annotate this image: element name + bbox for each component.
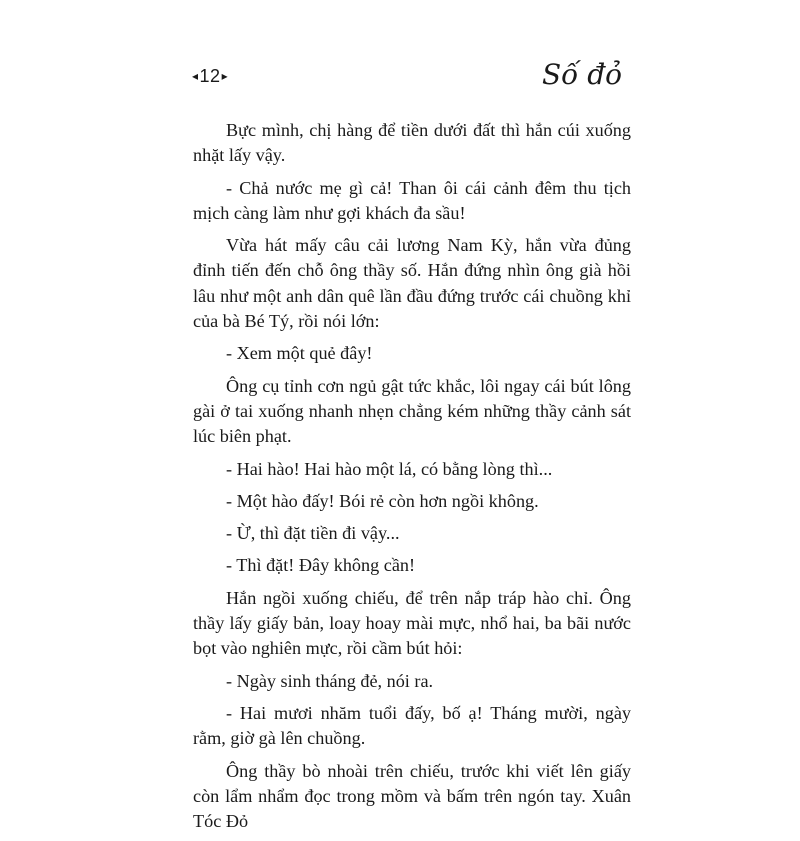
paragraph: Ông thầy bò nhoài trên chiếu, trước khi viết lên giấy còn lẩm nhẩm đọc trong mồm và bấm trên ngón tay. Xuân Tóc Đỏ xyxy=(193,760,631,832)
page-number xyxy=(192,66,228,87)
paragraph: Bực mình, chị hàng để tiền dưới đất thì hắn cúi xuống nhặt lấy vậy. xyxy=(193,120,631,166)
page-header xyxy=(192,58,622,98)
paragraph: - Hai mươi nhăm tuổi đấy, bố ạ! Tháng mười, ngày rằm, giờ gà lên chuồng. xyxy=(193,702,631,749)
paragraph: - Thì đặt! Đây không cần! xyxy=(226,555,416,576)
paragraph: - Một hào đấy! Bói rẻ còn hơn ngồi không. xyxy=(226,490,539,511)
right-ornament-icon: ▸ xyxy=(221,68,229,83)
page-number-value: 12 xyxy=(199,66,221,86)
left-ornament-icon: ◂ xyxy=(192,68,199,83)
running-title: Số đỏ xyxy=(542,58,622,91)
paragraph: - Hai hào! Hai hào một lá, có bằng lòng thì... xyxy=(226,458,553,479)
paragraph: - Ừ, thì đặt tiền đi vậy... xyxy=(226,523,400,544)
body-text xyxy=(193,118,631,841)
paragraph: - Chả nước mẹ gì cả! Than ôi cái cảnh đêm thu tịch mịch càng làm như gợi khách đa sầu! xyxy=(193,177,631,223)
paragraph: Hắn ngồi xuống chiếu, để trên nắp tráp hào chỉ. Ông thầy lấy giấy bản, loay hoay mài mực, nhổ hai, ba bãi nước bọt vào nghiên mực, rồi cầm bút hỏi: xyxy=(193,587,631,659)
paragraph: - Ngày sinh tháng đẻ, nói ra. xyxy=(226,670,434,691)
paragraph: - Xem một quẻ đây! xyxy=(226,343,373,364)
paragraph: Ông cụ tỉnh cơn ngủ gật tức khắc, lôi ngay cái bút lông gài ở tai xuống nhanh nhẹn chẳng kém những thầy cảnh sát lúc biên phạt. xyxy=(193,375,631,447)
paragraph: Vừa hát mấy câu cải lương Nam Kỳ, hắn vừa đủng đỉnh tiến đến chỗ ông thầy số. Hắn đứng nhìn ông già hồi lâu như một anh dân quê lần đầu đứng trước cái chuồng khỉ của bà Bé Tý, rồi nói lớn: xyxy=(193,235,631,332)
